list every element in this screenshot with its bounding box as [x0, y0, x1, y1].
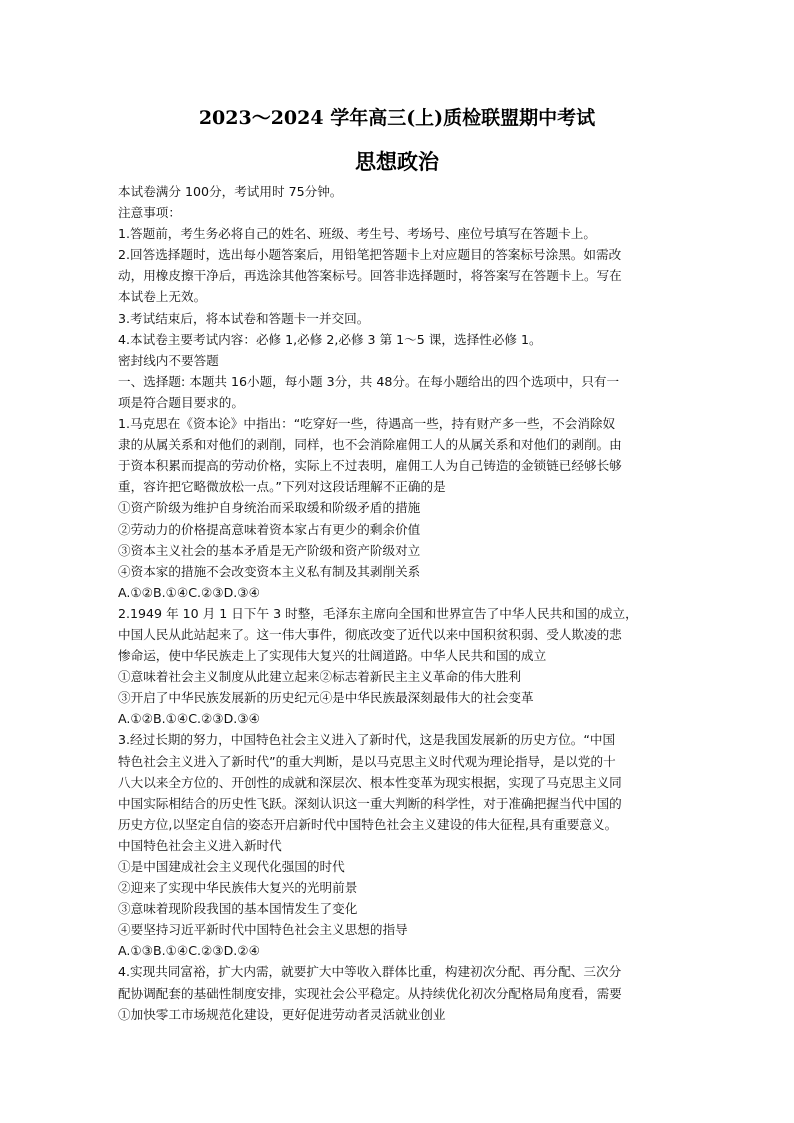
text-line: 历史方位,以坚定自信的姿态开启新时代中国特色社会主义建设的伟大征程,具有重要意义。 — [118, 816, 618, 832]
text-line: ③意味着现阶段我国的基本国情发生了变化 — [118, 901, 358, 917]
text-line: 注意事项： — [118, 205, 181, 221]
text-line: ④资本家的措施不会改变资本主义私有制及其剥削关系 — [118, 563, 421, 579]
text-line: ②迎来了实现中华民族伟大复兴的光明前景 — [118, 880, 358, 896]
text-line: ①加快零工市场规范化建设，更好促进劳动者灵活就业创业 — [118, 1006, 446, 1022]
text-line: 特色社会主义进入了新时代”的重大判断，是以马克思主义时代观为理论指导，是以党的十 — [118, 753, 616, 769]
text-line: 于资本积累而提高的劳动价格，实际上不过表明，雇佣工人为自己铸造的金锁链已经够长够 — [118, 458, 622, 474]
text-line: 一、选择题: 本题共 16小题，每小题 3分，共 48分。在每小题给出的四个选项中，只有一 — [118, 373, 620, 389]
text-line: 动，用橡皮擦干净后，再选涂其他答案标号。回答非选择题时，将答案写在答题卡上。写在 — [118, 268, 622, 284]
text-line: 隶的从属关系和对他们的剥削，同样，也不会消除雇佣工人的从属关系和对他们的剥削。由 — [118, 437, 622, 453]
text-line: 本试卷满分 100分，考试用时 75分钟。 — [118, 184, 343, 199]
text-line: 1.马克思在《资本论》中指出：“吃穿好一些，待遇高一些，持有财产多一些，不会消除奴 — [118, 416, 616, 432]
text-line: A.①③B.①④C.②③D.②④ — [118, 943, 260, 959]
text-line: A.①②B.①④C.②③D.③④ — [118, 584, 260, 600]
exam-title: 2023～2024 学年高三(上)质检联盟期中考试 — [198, 107, 596, 129]
text-line: ①意味着社会主义制度从此建立起来②标志着新民主主义革命的伟大胜利 — [118, 669, 521, 685]
text-line: ②劳动力的价格提高意味着资本家占有更少的剩余价值 — [118, 521, 421, 537]
subject-title: 思想政治 — [355, 149, 439, 174]
exam-body — [118, 181, 686, 1025]
text-line: 2.回答选择题时，选出每小题答案后，用铅笔把答题卡上对应题目的答案标号涂黑。如需改 — [118, 247, 622, 263]
text-line: 3.经过长期的努力，中国特色社会主义进入了新时代，这是我国发展新的历史方位。“中国 — [118, 732, 616, 748]
text-line: ③开启了中华民族发展新的历史纪元④是中华民族最深刻最伟大的社会变革 — [118, 690, 534, 706]
text-line: 3.考试结束后，将本试卷和答题卡一并交回。 — [118, 310, 370, 326]
text-line: A.①②B.①④C.②③D.③④ — [118, 711, 260, 727]
text-line: 惨命运，使中华民族走上了实现伟大复兴的壮阔道路。中华人民共和国的成立 — [118, 648, 547, 664]
text-line: 本试卷上无效。 — [118, 289, 207, 305]
text-line: ③资本主义社会的基本矛盾是无产阶级和资产阶级对立 — [118, 542, 421, 558]
text-line: 中国实际相结合的历史性飞跃。深刻认识这一重大判断的科学性，对于准确把握当代中国的 — [118, 795, 622, 811]
text-line: 项是符合题目要求的。 — [118, 394, 244, 410]
text-line: 4.本试卷主要考试内容：必修 1,必修 2,必修 3 第 1～5 课，选择性必修 1。 — [118, 331, 542, 347]
text-line: 配协调配套的基础性制度安排，实现社会公平稳定。从持续优化初次分配格局角度看，需要 — [118, 985, 622, 1001]
text-line: 中国特色社会主义进入新时代 — [118, 837, 282, 853]
text-line: 重，容许把它略微放松一点。”下列对这段话理解不正确的是 — [118, 479, 446, 495]
text-line: 1.答题前，考生务必将自己的姓名、班级、考生号、考场号、座位号填写在答题卡上。 — [118, 226, 596, 242]
text-line: ④要坚持习近平新时代中国特色社会主义思想的指导 — [118, 922, 408, 938]
text-line: 2.1949 年 10 月 1 日下午 3 时整，毛泽东主席向全国和世界宣告了中华人民共和国的成立， — [118, 605, 638, 621]
text-line: ①是中国建成社会主义现代化强国的时代 — [118, 859, 345, 874]
text-line: ①资产阶级为维护自身统治而采取缓和阶级矛盾的措施 — [118, 500, 421, 516]
text-line: 中国人民从此站起来了。这一伟大事件，彻底改变了近代以来中国积贫积弱、受人欺凌的悲 — [118, 626, 622, 642]
text-line: 4.实现共同富裕，扩大内需，就要扩大中等收入群体比重，构建初次分配、再分配、三次分 — [118, 964, 622, 980]
text-line: 密封线内不要答题 — [118, 352, 219, 368]
text-line: 八大以来全方位的、开创性的成就和深层次、根本性变革为现实根据，实现了马克思主义同 — [118, 774, 622, 790]
